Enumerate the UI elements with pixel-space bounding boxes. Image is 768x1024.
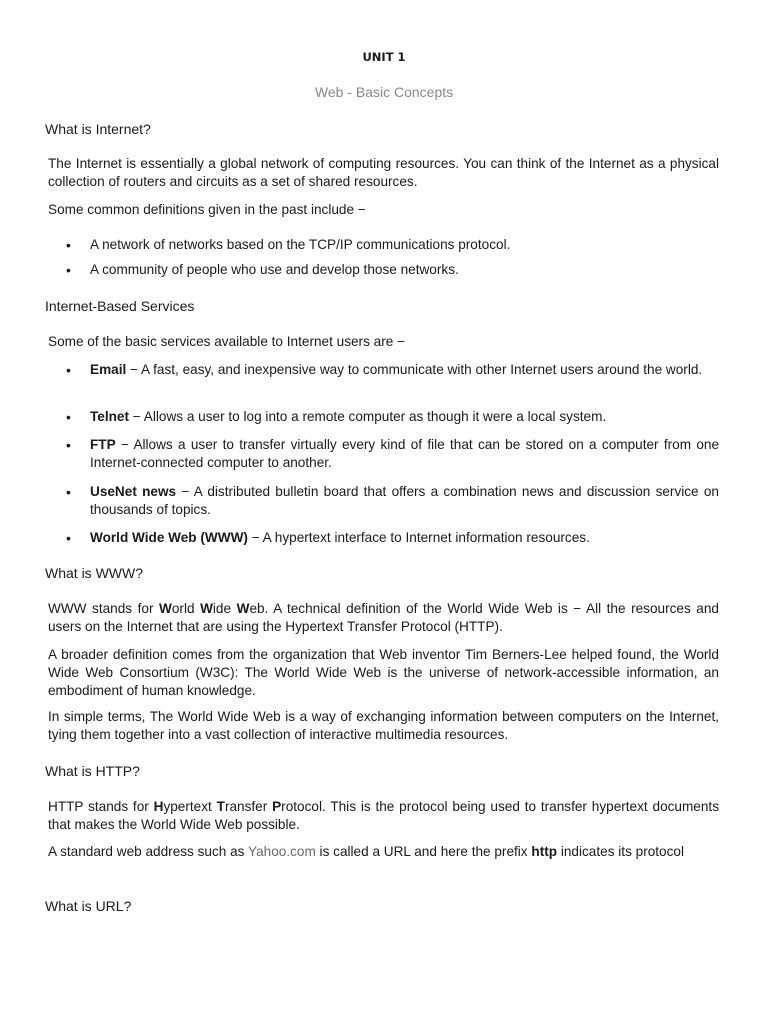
text-run: orld [171,601,201,616]
services-list [66,361,719,549]
heading-what-is-www: What is WWW? [45,565,143,581]
service-description: − A hypertext interface to Internet information resources. [247,530,590,545]
unit-title: UNIT 1 [362,50,406,64]
paragraph-common-definitions: Some common definitions given in the past include − [48,202,366,217]
paragraph-broader-definition: A broader definition comes from the organization that Web inventor Tim Berners-Lee helped found, the World Wide Web Consortium (W3C): The World Wide Web is the universe of network-accessible information, an embodiment of human knowledge. [48,647,719,698]
emphasis-letter: W [159,601,172,616]
service-term: World Wide Web (WWW) [90,530,248,545]
heading-internet-services: Internet-Based Services [45,298,195,314]
service-description: − Allows a user to transfer virtually every kind of file that can be stored on a computer from one Internet-connected computer to another. [90,437,719,470]
paragraph-www-definition [48,600,719,636]
emphasis-letter: H [153,799,164,814]
list-item-ftp [66,436,719,483]
heading-what-is-url: What is URL? [45,898,132,914]
paragraph-internet-definition: The Internet is essentially a global network of computing resources. You can think of the Internet as a physical collection of routers and circuits as a set of shared resources. [48,156,719,189]
emphasis-letter: W [200,601,213,616]
list-item-email [66,361,719,408]
text-run: WWW stands for [48,601,160,616]
service-term: Email [90,362,127,377]
text-run: ide [212,601,237,616]
text-run: eb. A technical definition of the World Wide Web is − All the resources and users on the Internet that are using the Hypertext Transfer Protocol (HTTP). [48,601,719,634]
text-run: A standard web address such as [48,844,249,859]
text-run: is called a URL and here the prefix [315,844,532,859]
list-item: • A community of people who use and develop those networks. [66,261,719,286]
yahoo-link[interactable]: Yahoo.com [248,844,316,859]
service-term: UseNet news [90,484,177,499]
document-subtitle: Web - Basic Concepts [314,84,454,100]
emphasis-letter: T [216,799,225,814]
heading-what-is-internet: What is Internet? [45,121,151,137]
service-description: − Allows a user to log into a remote computer as though it were a local system. [129,409,607,424]
text-run: rotocol. This is the protocol being used to transfer hypertext documents that makes the World Wide Web possible. [48,799,720,832]
list-item: • A network of networks based on the TCP/IP communications protocol. [66,236,719,261]
list-item-usenet [66,483,719,529]
text-run: HTTP stands for [48,799,154,814]
text-run: ypertext [163,799,217,814]
paragraph-basic-services: Some of the basic services available to Internet users are − [48,334,406,349]
text-run: indicates its protocol [557,844,684,859]
service-description: − A fast, easy, and inexpensive way to communicate with other Internet users around the world. [126,362,703,377]
heading-what-is-http: What is HTTP? [45,763,140,779]
paragraph-simple-terms: In simple terms, The World Wide Web is a way of exchanging information between computers on the Internet, tying them together into a vast collection of interactive multimedia resources. [48,709,719,742]
list-item-telnet [66,408,719,436]
service-term: FTP [90,437,116,452]
text-run: ransfer [224,799,273,814]
definitions-list [66,236,719,286]
paragraph-url-example [48,843,719,861]
http-prefix: http [531,844,558,859]
emphasis-letter: P [272,799,282,814]
paragraph-http-definition [48,798,719,834]
list-item-www [66,529,719,549]
emphasis-letter: W [236,601,250,616]
service-description: − A distributed bulletin board that offers a combination news and discussion service on thousands of topics. [90,484,719,517]
service-term: Telnet [90,409,130,424]
